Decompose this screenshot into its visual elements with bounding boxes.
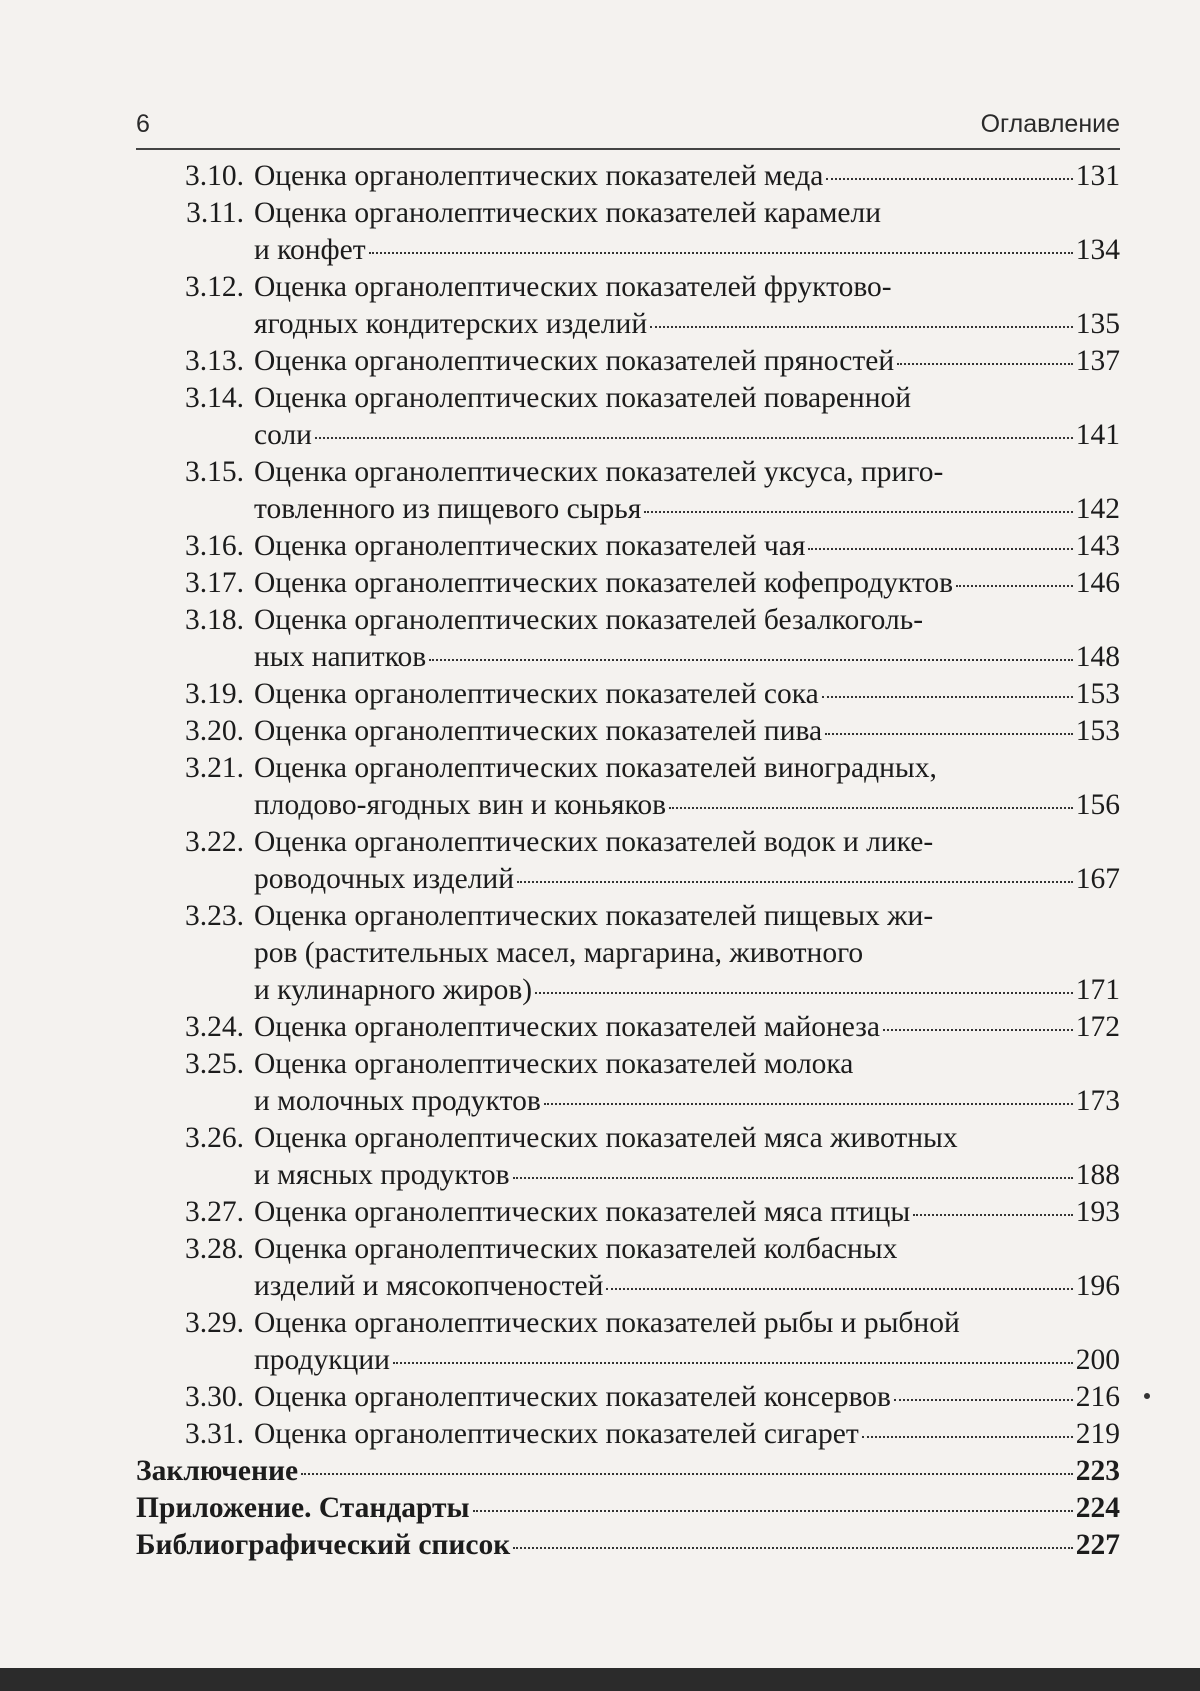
- toc-entry-title-line: Оценка органолептических показателей водок и лике-: [254, 826, 934, 858]
- dot-leader: [825, 733, 1073, 735]
- dot-leader: [808, 548, 1072, 550]
- toc-entry-page-number: 173: [1075, 1085, 1120, 1117]
- toc-entry-number: 3.30.: [185, 1381, 244, 1413]
- toc-top-entry[interactable]: [136, 1490, 1120, 1527]
- toc-entry[interactable]: [136, 713, 1120, 750]
- toc-entry[interactable]: [136, 269, 1120, 343]
- toc-entry-page-number: 193: [1075, 1196, 1120, 1228]
- dot-leader: [513, 1547, 1072, 1549]
- toc-entry-title-line: и молочных продуктов: [254, 1085, 541, 1117]
- toc-entry[interactable]: [136, 565, 1120, 602]
- toc-entry-last-line: [254, 343, 1120, 380]
- toc-entry-title-line: Оценка органолептических показателей карамели: [254, 197, 882, 229]
- toc-entry-body: [254, 454, 1120, 528]
- toc-entry[interactable]: [136, 528, 1120, 565]
- toc-top-entry-page-number: 224: [1075, 1492, 1120, 1524]
- toc-entry-last-line: [254, 1342, 1120, 1379]
- toc-entry-title-line: Оценка органолептических показателей молока: [254, 1048, 854, 1080]
- toc-entry[interactable]: [136, 454, 1120, 528]
- toc-entry-number: 3.11.: [186, 197, 244, 229]
- toc-entry-last-line: [254, 639, 1120, 676]
- toc-entry-last-line: [254, 1416, 1120, 1453]
- toc-entry-title-line: Оценка органолептических показателей мяса птицы: [254, 1196, 911, 1228]
- toc-entry[interactable]: [136, 602, 1120, 676]
- scan-bottom-edge: [0, 1668, 1200, 1691]
- toc-entry-title-line: ных напитков: [254, 641, 427, 673]
- toc-entry-body: [254, 676, 1120, 713]
- toc-entry-title-line: Оценка органолептических показателей меда: [254, 160, 824, 192]
- toc-entry-number: 3.19.: [185, 678, 244, 710]
- toc-entry-number: 3.17.: [185, 567, 244, 599]
- toc-entry-page-number: 200: [1075, 1344, 1120, 1376]
- toc-entry-title-line: Оценка органолептических показателей майонеза: [254, 1011, 880, 1043]
- toc-entry-title-line: Оценка органолептических показателей поваренной: [254, 382, 912, 414]
- toc-top-entry-line: [136, 1527, 1120, 1564]
- toc-entry-body: [254, 1379, 1120, 1416]
- toc-entry-title-line: Оценка органолептических показателей сигарет: [254, 1418, 859, 1450]
- toc-entry-body: [254, 1046, 1120, 1120]
- toc-entry-body: [254, 195, 1120, 269]
- toc-entry-page-number: 172: [1075, 1011, 1120, 1043]
- toc-entry-last-line: [254, 528, 1120, 565]
- dot-leader: [669, 807, 1073, 809]
- toc-entry-page-number: 134: [1075, 234, 1120, 266]
- dot-leader: [535, 992, 1073, 994]
- toc-entry[interactable]: [136, 1416, 1120, 1453]
- toc-entry-title-line: Оценка органолептических показателей фруктово-: [254, 271, 892, 303]
- toc-entry-page-number: 153: [1075, 715, 1120, 747]
- toc-entry-number: 3.18.: [185, 604, 244, 636]
- toc-entry-body: [254, 565, 1120, 602]
- toc-entry[interactable]: [136, 195, 1120, 269]
- toc-entry-number: 3.28.: [185, 1233, 244, 1265]
- toc-entry-title-line: и конфет: [254, 234, 366, 266]
- toc-entry-page-number: 188: [1075, 1159, 1120, 1191]
- toc-entry-page-number: 137: [1075, 345, 1120, 377]
- stray-dot-mark: [1144, 1393, 1150, 1399]
- toc-entry-title-line: Оценка органолептических показателей пряностей: [254, 345, 895, 377]
- toc-top-entry-page-number: 223: [1075, 1455, 1120, 1487]
- toc-entry-title-line: Оценка органолептических показателей колбасных: [254, 1233, 898, 1265]
- dot-leader: [473, 1510, 1073, 1512]
- toc-entry[interactable]: [136, 676, 1120, 713]
- toc-entry-body: [254, 602, 1120, 676]
- dot-leader: [369, 252, 1073, 254]
- toc-entry-last-line: [254, 1268, 1120, 1305]
- toc-entry-title-line: Оценка органолептических показателей чая: [254, 530, 806, 562]
- toc-entry-number: 3.27.: [185, 1196, 244, 1228]
- dot-leader: [913, 1214, 1073, 1216]
- toc-top-entry-line: [136, 1490, 1120, 1527]
- table-of-contents: [136, 158, 1120, 1564]
- toc-entry-number: 3.31.: [185, 1418, 244, 1450]
- toc-entry-title-line: роводочных изделий: [254, 863, 514, 895]
- toc-entry-last-line: [254, 861, 1120, 898]
- dot-leader: [894, 1399, 1073, 1401]
- toc-entry-number: 3.22.: [185, 826, 244, 858]
- toc-entry-title-line: ягодных кондитерских изделий: [254, 308, 648, 340]
- toc-entry-title-line: ров (растительных масел, маргарина, животного: [254, 937, 864, 969]
- toc-entry-last-line: [254, 1379, 1120, 1416]
- toc-entry[interactable]: [136, 898, 1120, 1009]
- toc-entry[interactable]: [136, 750, 1120, 824]
- toc-entry-last-line: [254, 1194, 1120, 1231]
- toc-entry-number: 3.25.: [185, 1048, 244, 1080]
- toc-entry[interactable]: [136, 1305, 1120, 1379]
- toc-top-entry-body: [136, 1490, 1120, 1527]
- dot-leader: [956, 585, 1073, 587]
- dot-leader: [862, 1436, 1073, 1438]
- toc-entry-title-line: плодово-ягодных вин и коньяков: [254, 789, 666, 821]
- toc-entry-title-line: Оценка органолептических показателей сока: [254, 678, 819, 710]
- toc-entry-last-line: [254, 491, 1120, 528]
- toc-entry-body: [254, 1009, 1120, 1046]
- toc-entry-number: 3.14.: [185, 382, 244, 414]
- toc-entry[interactable]: [136, 1120, 1120, 1194]
- dot-leader: [826, 178, 1072, 180]
- running-head: [136, 110, 1120, 139]
- header-rule: [136, 148, 1120, 150]
- toc-entry-title-line: Оценка органолептических показателей пива: [254, 715, 823, 747]
- toc-entry-title-line: Оценка органолептических показателей консервов: [254, 1381, 891, 1413]
- toc-entry[interactable]: [136, 1194, 1120, 1231]
- toc-entry[interactable]: [136, 1379, 1120, 1416]
- toc-entry-number: 3.12.: [185, 271, 244, 303]
- dot-leader: [517, 881, 1073, 883]
- toc-entry-body: [254, 528, 1120, 565]
- toc-entry-page-number: 196: [1075, 1270, 1120, 1302]
- dot-leader: [393, 1362, 1073, 1364]
- dot-leader: [315, 437, 1073, 439]
- toc-entry[interactable]: [136, 1009, 1120, 1046]
- toc-entry[interactable]: [136, 1231, 1120, 1305]
- toc-entry-last-line: [254, 787, 1120, 824]
- toc-entry-last-line: [254, 1157, 1120, 1194]
- toc-entry-number: 3.16.: [185, 530, 244, 562]
- toc-entry-body: [254, 1194, 1120, 1231]
- toc-entry[interactable]: [136, 343, 1120, 380]
- toc-entry-body: [254, 380, 1120, 454]
- toc-entry-page-number: 131: [1075, 160, 1120, 192]
- dot-leader: [822, 696, 1073, 698]
- dot-leader: [883, 1029, 1073, 1031]
- toc-entry-body: [254, 824, 1120, 898]
- toc-top-entry-title: Библиографический список: [136, 1529, 511, 1561]
- toc-entry-title-line: Оценка органолептических показателей мяса животных: [254, 1122, 958, 1154]
- toc-entry-last-line: [254, 565, 1120, 602]
- toc-entry-number: 3.10.: [185, 160, 244, 192]
- toc-top-entry-body: [136, 1527, 1120, 1564]
- page-number: 6: [136, 110, 150, 138]
- toc-entry-title-line: Оценка органолептических показателей рыбы и рыбной: [254, 1307, 960, 1339]
- toc-entry-body: [254, 1416, 1120, 1453]
- toc-top-entry[interactable]: [136, 1527, 1120, 1564]
- toc-top-entry-body: [136, 1453, 1120, 1490]
- toc-entry-last-line: [254, 1083, 1120, 1120]
- toc-entry-last-line: [254, 676, 1120, 713]
- toc-entry-body: [254, 1305, 1120, 1379]
- toc-entry-last-line: [254, 417, 1120, 454]
- toc-entry-page-number: 148: [1075, 641, 1120, 673]
- toc-entry-title-line: Оценка органолептических показателей безалкоголь-: [254, 604, 924, 636]
- toc-entry-page-number: 142: [1075, 493, 1120, 525]
- toc-entry-number: 3.20.: [185, 715, 244, 747]
- toc-entry-last-line: [254, 232, 1120, 269]
- toc-entry-page-number: 216: [1075, 1381, 1120, 1413]
- toc-top-entry-line: [136, 1453, 1120, 1490]
- toc-entry-last-line: [254, 306, 1120, 343]
- dot-leader: [644, 511, 1072, 513]
- toc-entry-title-line: товленного из пищевого сырья: [254, 493, 642, 525]
- toc-entry-page-number: 153: [1075, 678, 1120, 710]
- dot-leader: [544, 1103, 1073, 1105]
- toc-entry-body: [254, 1120, 1120, 1194]
- toc-entry-page-number: 135: [1075, 308, 1120, 340]
- toc-entry-body: [254, 158, 1120, 195]
- toc-top-entry-title: Приложение. Стандарты: [136, 1492, 470, 1524]
- toc-entry-number: 3.26.: [185, 1122, 244, 1154]
- toc-entry-page-number: 141: [1075, 419, 1120, 451]
- toc-entry-title-line: Оценка органолептических показателей пищевых жи-: [254, 900, 934, 932]
- toc-entry-title-line: продукции: [254, 1344, 390, 1376]
- toc-entry-title-line: и мясных продуктов: [254, 1159, 510, 1191]
- toc-entry-body: [254, 750, 1120, 824]
- toc-entry-number: 3.21.: [185, 752, 244, 784]
- dot-leader: [513, 1177, 1073, 1179]
- toc-entry-title-line: Оценка органолептических показателей уксуса, приго-: [254, 456, 944, 488]
- toc-entry-page-number: 143: [1075, 530, 1120, 562]
- toc-entry-page-number: 167: [1075, 863, 1120, 895]
- toc-entry-body: [254, 713, 1120, 750]
- toc-entry-title-line: изделий и мясокопченостей: [254, 1270, 604, 1302]
- toc-top-entry[interactable]: [136, 1453, 1120, 1490]
- toc-entry-title-line: Оценка органолептических показателей виноградных,: [254, 752, 937, 784]
- toc-entry-last-line: [254, 972, 1120, 1009]
- toc-entry[interactable]: [136, 380, 1120, 454]
- dot-leader: [429, 659, 1073, 661]
- toc-entry-title-line: соли: [254, 419, 312, 451]
- toc-entry-page-number: 146: [1075, 567, 1120, 599]
- toc-entry-number: 3.24.: [185, 1011, 244, 1043]
- toc-entry-last-line: [254, 713, 1120, 750]
- toc-entry[interactable]: [136, 158, 1120, 195]
- toc-entry[interactable]: [136, 1046, 1120, 1120]
- dot-leader: [897, 363, 1073, 365]
- dot-leader: [650, 326, 1073, 328]
- toc-entry-number: 3.29.: [185, 1307, 244, 1339]
- toc-entry-body: [254, 1231, 1120, 1305]
- section-title: Оглавление: [980, 110, 1120, 138]
- toc-entry[interactable]: [136, 824, 1120, 898]
- toc-entry-body: [254, 343, 1120, 380]
- toc-entry-number: 3.15.: [185, 456, 244, 488]
- toc-entry-number: 3.23.: [185, 900, 244, 932]
- toc-entry-title-line: Оценка органолептических показателей кофепродуктов: [254, 567, 954, 599]
- toc-entry-body: [254, 898, 1120, 1009]
- toc-entry-last-line: [254, 158, 1120, 195]
- toc-top-entry-page-number: 227: [1075, 1529, 1120, 1561]
- toc-entry-title-line: и кулинарного жиров): [254, 974, 533, 1006]
- dot-leader: [606, 1288, 1072, 1290]
- toc-entry-page-number: 171: [1075, 974, 1120, 1006]
- dot-leader: [301, 1473, 1073, 1475]
- toc-entry-number: 3.13.: [185, 345, 244, 377]
- toc-entry-page-number: 219: [1075, 1418, 1120, 1450]
- toc-entry-body: [254, 269, 1120, 343]
- toc-entry-page-number: 156: [1075, 789, 1120, 821]
- toc-entry-last-line: [254, 1009, 1120, 1046]
- toc-top-entry-title: Заключение: [136, 1455, 299, 1487]
